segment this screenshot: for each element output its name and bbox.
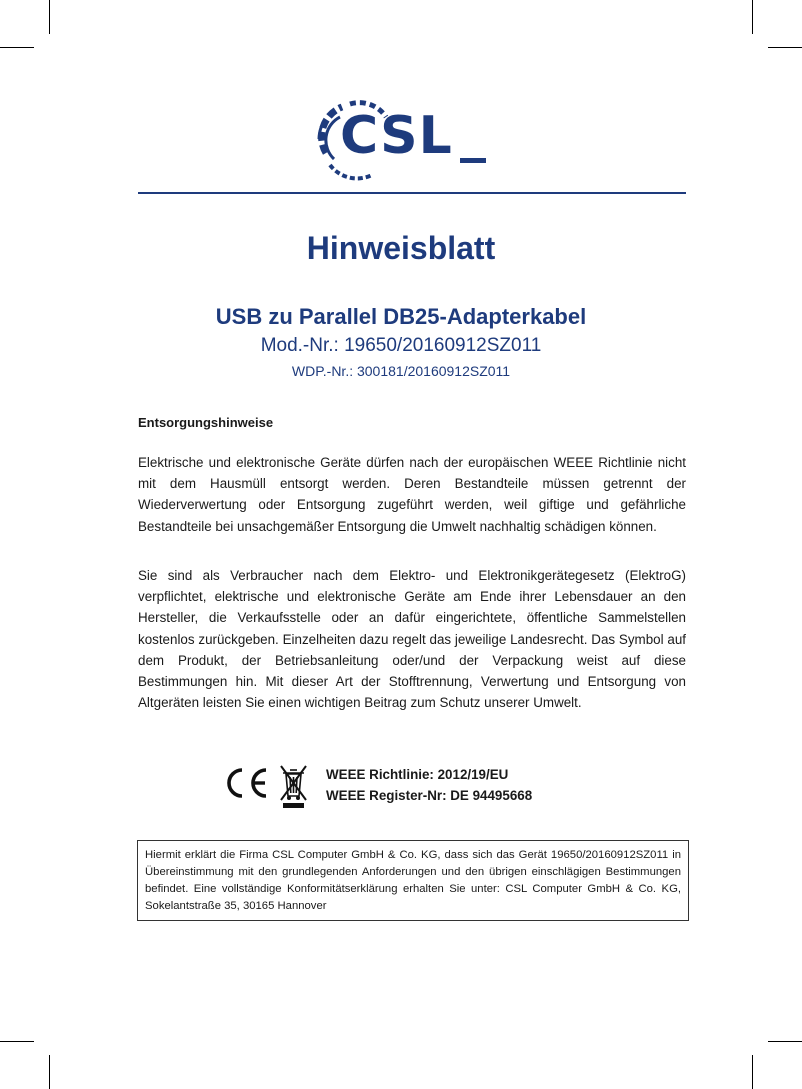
- crop-mark-top-right-vertical: [752, 0, 753, 34]
- crop-mark-top-left-horizontal: [0, 47, 34, 48]
- page-title: Hinweisblatt: [306, 230, 496, 266]
- crop-mark-top-left-vertical: [49, 0, 50, 34]
- weee-directive: WEEE Richtlinie: 2012/19/EU: [326, 767, 509, 782]
- crossed-bin-icon: [278, 762, 308, 810]
- product-name: USB zu Parallel DB25-Adapterkabel: [215, 304, 587, 329]
- header-rule: [138, 192, 686, 194]
- crop-mark-top-right-horizontal: [768, 47, 802, 48]
- crop-mark-bottom-right-horizontal: [768, 1041, 802, 1042]
- crop-mark-bottom-left-horizontal: [0, 1041, 34, 1042]
- paragraph-disposal-intro: Elektrische und elektronische Geräte dürfen nach der europäischen WEEE Richtlinie nicht mit dem Hausmüll entsorgt werden. Deren Bestandteile müssen getrennt der Wiederverwertung oder Entsorgung zugeführt werden, weil giftige und gefährliche Bestandteile bei unsachgemäßer Entsorgung die Umwelt nachhaltig schädigen können.: [138, 455, 686, 534]
- model-number: Mod.-Nr.: 19650/20160912SZ011: [260, 335, 542, 356]
- compliance-marks: [222, 762, 302, 812]
- csl-logo: [312, 95, 492, 185]
- declaration-of-conformity-box: Hiermit erklärt die Firma CSL Computer GmbH & Co. KG, dass sich das Gerät 19650/20160912SZ011 in Übereinstimmung mit den grundlegenden Anforderungen und den übrigen einschlägigen Bestimmungen befindet. Eine vollständige Konformitätserklärung erhalten Sie unter: CSL Computer GmbH & Co. KG, Sokelantstraße 35, 30165 Hannover: [137, 840, 689, 921]
- crop-mark-bottom-right-vertical: [752, 1055, 753, 1089]
- weee-info: [326, 764, 532, 806]
- ce-mark-icon: [222, 766, 270, 800]
- weee-register-number: WEEE Register-Nr: DE 94495668: [326, 788, 533, 803]
- wdp-number: WDP.-Nr.: 300181/20160912SZ011: [291, 363, 511, 379]
- logo-wordmark: CSL: [340, 106, 453, 166]
- paragraph-consumer-obligation: Sie sind als Verbraucher nach dem Elektro- und Elektronikgerätegesetz (ElektroG) verpflichtet, elektrische und elektronische Geräte am Ende ihrer Lebensdauer an den Hersteller, die Verkaufsstelle oder an dafür eingerichtete, öffentliche Sammelstellen kostenlos zurückgeben. Einzelheiten dazu regelt das jeweilige Landesrecht. Das Symbol auf dem Produkt, der Betriebsanleitung oder/und der Verpackung weist auf diese Bestimmungen hin. Mit dieser Art der Stofftrennung, Verwertung und Entsorgung von Altgeräten leisten Sie einen wichtigen Beitrag zum Schutz unserer Umwelt.: [138, 568, 686, 711]
- logo-underscore: [460, 158, 486, 163]
- crop-mark-bottom-left-vertical: [49, 1055, 50, 1089]
- section-heading: Entsorgungshinweise: [138, 415, 274, 430]
